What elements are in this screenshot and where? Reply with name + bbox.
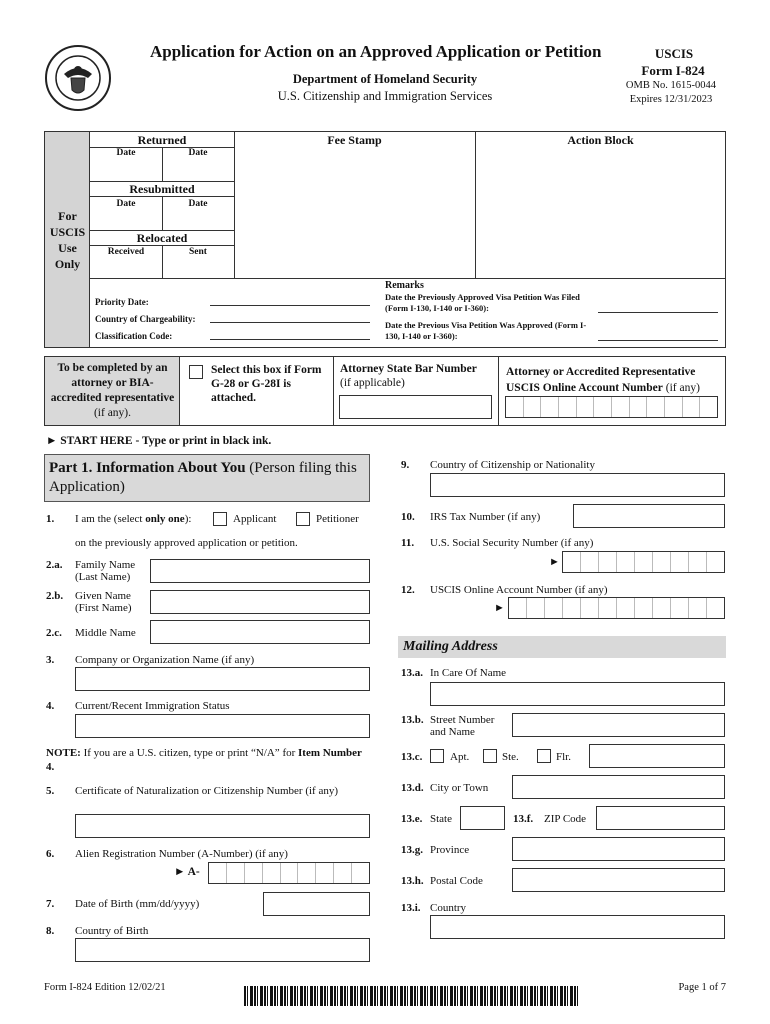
online-account-label: USCIS Online Account Number (if any) [430, 584, 608, 596]
expiration-date: Expires 12/31/2023 [629, 94, 713, 105]
country-input[interactable] [430, 915, 725, 939]
family-name-input[interactable] [150, 559, 370, 583]
postal-code-label: Postal Code [430, 875, 483, 887]
item-1-text-b: only one [145, 513, 185, 525]
part1-header [44, 454, 370, 502]
in-care-of-input[interactable] [430, 682, 725, 706]
item-13d-number: 13.d. [401, 782, 424, 794]
item-13b-number: 13.b. [401, 714, 424, 726]
ste-label: Ste. [502, 751, 519, 763]
online-account-arrow-icon: ► [494, 602, 505, 614]
postal-code-input[interactable] [512, 868, 725, 892]
item-1-label [75, 513, 191, 525]
apt-label: Apt. [450, 751, 470, 763]
to-be-completed-text: To be completed by an attorney or BIA-accredited representative [50, 362, 175, 404]
omb-number: OMB No. 1615-0044 [625, 80, 717, 91]
item-2a-number: 2.a. [46, 559, 63, 571]
resubmitted-date-2: Date [188, 199, 208, 209]
attorney-online-account-field[interactable] [505, 396, 718, 418]
prev-approved-label: Date the Previous Visa Petition Was Approved (Form I-130, I-140 or I-360): [385, 320, 587, 341]
form-title: Application for Action on an Approved Application or Petition [150, 42, 602, 61]
apt-number-input[interactable] [589, 744, 725, 768]
returned-date-1: Date [116, 148, 136, 158]
date-of-birth-label: Date of Birth (mm/dd/yyyy) [75, 898, 200, 910]
relocated-label: Relocated [136, 231, 188, 245]
applicant-checkbox[interactable] [213, 512, 227, 526]
to-be-completed [47, 361, 178, 421]
bar-number-label: Attorney State Bar Number [340, 363, 477, 375]
resubmitted-label: Resubmitted [129, 182, 195, 196]
chargeability-label: Country of Chargeability: [95, 314, 196, 324]
zip-input[interactable] [596, 806, 725, 830]
given-name-label: Given Name (First Name) [75, 590, 132, 614]
naturalization-number-label: Certificate of Naturalization or Citizenship Number (if any) [75, 785, 338, 797]
province-input[interactable] [512, 837, 725, 861]
form-number: Form I-824 [641, 63, 705, 78]
item-3-number: 3. [46, 654, 55, 666]
immigration-status-input[interactable] [75, 714, 370, 738]
note-text: If you are a U.S. citizen, type or print “N/A” for [83, 747, 296, 759]
returned-label: Returned [137, 133, 187, 147]
item-1-number: 1. [46, 513, 55, 525]
a-number-label: Alien Registration Number (A-Number) (if any) [75, 848, 288, 860]
item-13a-number: 13.a. [401, 667, 423, 679]
naturalization-number-input[interactable] [75, 814, 370, 838]
street-label: Street Number and Name [430, 714, 495, 738]
prev-filed-label: Date the Previously Approved Visa Petition Was Filed (Form I-130, I-140 or I-360): [385, 292, 580, 313]
flr-label: Flr. [556, 751, 571, 763]
state-input[interactable] [460, 806, 505, 830]
middle-name-label: Middle Name [75, 627, 136, 639]
middle-name-input[interactable] [150, 620, 370, 644]
item-9-number: 9. [401, 459, 410, 471]
ssn-input[interactable] [562, 551, 725, 573]
start-here: ► START HERE - Type or print in black ink. [46, 435, 272, 447]
family-name-label: Family Name (Last Name) [75, 559, 136, 583]
for-uscis-use-only-label: For USCIS Use Only [49, 209, 86, 271]
item-12-number: 12. [401, 584, 415, 596]
action-block-label: Action Block [567, 133, 634, 147]
item-6-number: 6. [46, 848, 55, 860]
barcode [244, 986, 578, 1006]
g28-attached-checkbox[interactable] [189, 365, 203, 379]
note-bold: NOTE: [46, 747, 81, 759]
country-of-birth-label: Country of Birth [75, 925, 149, 937]
item-8-number: 8. [46, 925, 55, 937]
item-11-number: 11. [401, 537, 415, 549]
flr-checkbox[interactable] [537, 749, 551, 763]
country-label: Country [430, 902, 467, 914]
item-13c-number: 13.c. [401, 751, 423, 763]
remarks-label: Remarks [385, 280, 424, 291]
g28-attached-label: Select this box if Form G-28 or G-28I is attached. [211, 364, 322, 404]
petitioner-label: Petitioner [316, 513, 359, 525]
relocated-received: Received [107, 247, 145, 257]
item-13g-number: 13.g. [401, 844, 423, 856]
to-be-completed-if-any: (if any). [93, 407, 132, 419]
part1-subtitle: (Person filing this Application) [49, 460, 357, 495]
part1-title: Part 1. Information About You [49, 460, 246, 476]
zip-label: ZIP Code [544, 813, 587, 825]
ssn-arrow-icon: ► [549, 556, 560, 568]
online-account-input[interactable] [508, 597, 725, 619]
province-label: Province [430, 844, 470, 856]
bar-number-field[interactable] [339, 395, 492, 419]
agency-short: USCIS [654, 46, 694, 61]
state-label: State [430, 813, 452, 825]
company-name-label: Company or Organization Name (if any) [75, 654, 255, 666]
department-name: Department of Homeland Security [292, 72, 478, 86]
mailing-address-header: Mailing Address [398, 636, 726, 658]
given-name-input[interactable] [150, 590, 370, 614]
online-account-label [506, 364, 724, 396]
online-account-label-text: Attorney or Accredited Representative USCIS Online Account Number [506, 366, 696, 394]
item-1-line2: on the previously approved application or petition. [75, 537, 298, 549]
petitioner-checkbox[interactable] [296, 512, 310, 526]
item-13f-number: 13.f. [513, 813, 534, 825]
apt-checkbox[interactable] [430, 749, 444, 763]
item-13h-number: 13.h. [401, 875, 424, 887]
date-of-birth-input[interactable] [263, 892, 370, 916]
priority-date-label: Priority Date: [95, 297, 149, 307]
city-label: City or Town [430, 782, 489, 794]
note [46, 746, 370, 774]
relocated-sent: Sent [189, 247, 207, 257]
classification-code-label: Classification Code: [95, 331, 173, 341]
footer-page-number: Page 1 of 7 [678, 982, 726, 993]
item-5-number: 5. [46, 785, 55, 797]
item-1-text-c: ): [184, 513, 192, 525]
item-10-number: 10. [401, 511, 415, 523]
street-input[interactable] [512, 713, 725, 737]
irs-tax-number-input[interactable] [573, 504, 725, 528]
applicant-label: Applicant [233, 513, 277, 525]
immigration-status-label: Current/Recent Immigration Status [75, 700, 230, 712]
item-2b-number: 2.b. [46, 590, 64, 602]
citizenship-label: Country of Citizenship or Nationality [430, 459, 595, 471]
in-care-of-label: In Care Of Name [430, 667, 507, 679]
country-of-birth-input[interactable] [75, 938, 370, 962]
item-7-number: 7. [46, 898, 55, 910]
item-1-text-a: I am the (select [75, 513, 146, 525]
note-item: Item Number 4. [46, 747, 362, 773]
item-4-number: 4. [46, 700, 55, 712]
city-input[interactable] [512, 775, 725, 799]
fee-stamp-label: Fee Stamp [327, 133, 382, 147]
item-13e-number: 13.e. [401, 813, 423, 825]
online-account-if-any: (if any) [665, 382, 700, 394]
a-number-prefix: ► A- [174, 866, 200, 878]
resubmitted-date-1: Date [116, 199, 136, 209]
irs-tax-number-label: IRS Tax Number (if any) [430, 511, 541, 523]
citizenship-input[interactable] [430, 473, 725, 497]
item-13i-number: 13.i. [401, 902, 421, 914]
footer-edition: Form I-824 Edition 12/02/21 [44, 982, 166, 993]
ssn-label: U.S. Social Security Number (if any) [430, 537, 594, 549]
agency-name: U.S. Citizenship and Immigration Services [277, 89, 493, 103]
ste-checkbox[interactable] [483, 749, 497, 763]
a-number-input[interactable] [208, 862, 370, 884]
returned-date-2: Date [188, 148, 208, 158]
item-2c-number: 2.c. [46, 627, 62, 639]
bar-number-if-applicable: (if applicable) [340, 377, 405, 389]
company-name-input[interactable] [75, 667, 370, 691]
